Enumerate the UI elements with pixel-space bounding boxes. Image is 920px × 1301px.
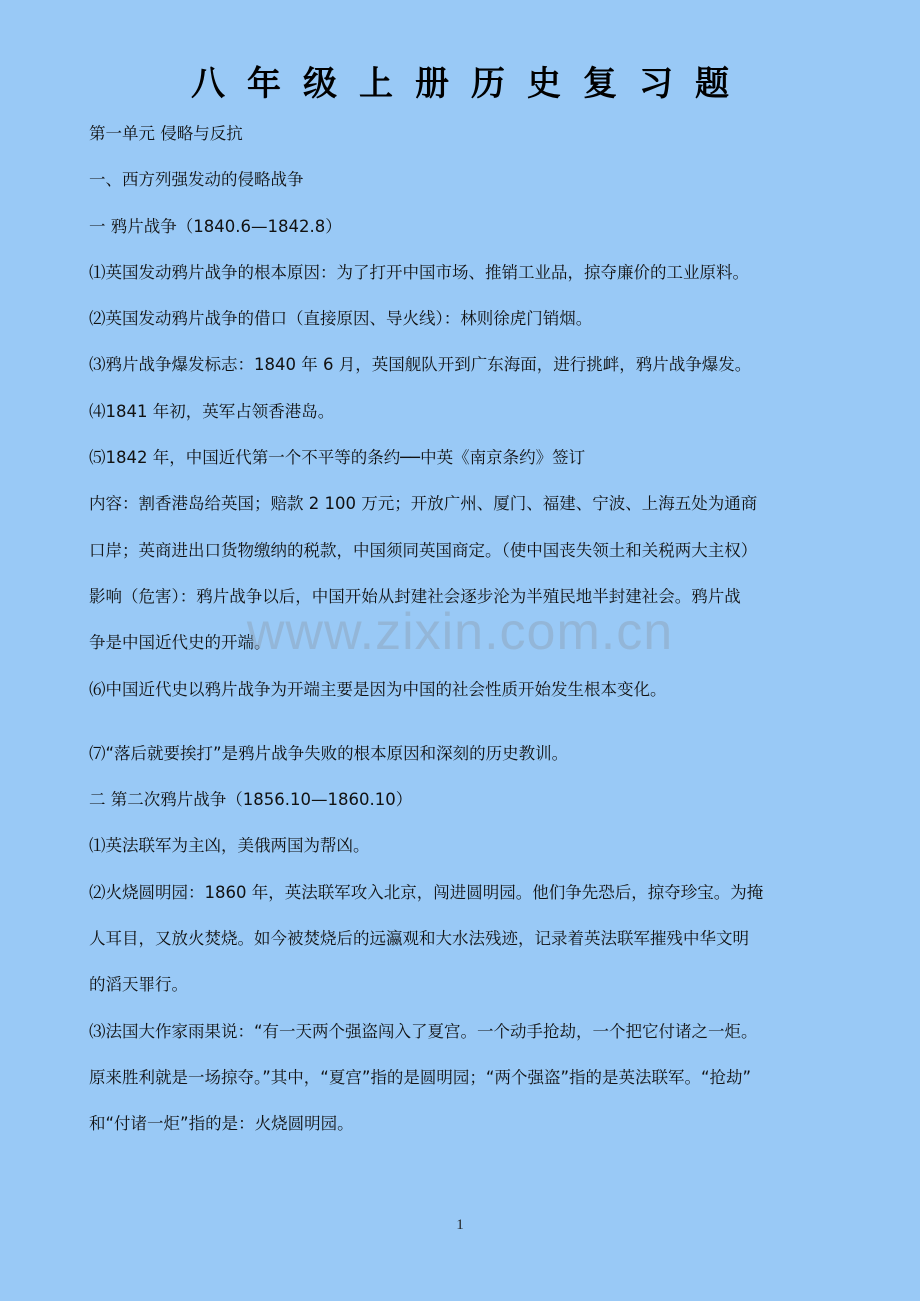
unit-heading: 第一单元 侵略与反抗: [89, 124, 243, 143]
subsection-heading-opium-war: 一 鸦片战争（1840.6—1842.8）: [89, 216, 342, 236]
page-title: 八年级上册历史复习题: [191, 64, 751, 104]
text-line: 人耳目，又放火焚烧。如今被焚烧后的远瀛观和大水法残迹，记录着英法联军摧残中华文明: [89, 929, 749, 949]
subsection-heading-second-opium-war: 二 第二次鸦片战争（1856.10—1860.10）: [89, 790, 413, 810]
text-line: ⑵火烧圆明园：1860 年，英法联军攻入北京，闯进圆明园。他们争先恐后，掠夺珍宝。为掩: [89, 882, 764, 902]
document-body: [89, 111, 841, 1148]
text-line: ⑶鸦片战争爆发标志：1840 年 6 月，英国舰队开到广东海面，进行挑衅，鸦片战争爆发。: [89, 355, 752, 375]
text-line: ⑵英国发动鸦片战争的借口（直接原因、导火线）：林则徐虎门销烟。: [89, 309, 593, 329]
section-heading: 一、西方列强发动的侵略战争: [89, 170, 304, 190]
text-line: 影响（危害）：鸦片战争以后，中国开始从封建社会逐步沦为半殖民地半封建社会。鸦片战: [89, 586, 741, 606]
text-line: ⑹中国近代史以鸦片战争为开端主要是因为中国的社会性质开始发生根本变化。: [89, 679, 667, 699]
watermark: www.zixin.com.cn: [246, 603, 674, 661]
text-line: 和“付诸一炬”指的是：火烧圆明园。: [89, 1114, 354, 1134]
text-line: ⑴英国发动鸦片战争的根本原因：为了打开中国市场、推销工业品，掠夺廉价的工业原料。: [89, 262, 749, 282]
text-line: 原来胜利就是一场掠夺。”其中，“夏宫”指的是圆明园；“两个强盗”指的是英法联军。“抢劫”: [89, 1067, 752, 1087]
text-line: 的滔天罪行。: [89, 975, 188, 995]
text-line: ⑺“落后就要挨打”是鸦片战争失败的根本原因和深刻的历史教训。: [89, 743, 569, 763]
text-line: ⑶法国大作家雨果说：“有一天两个强盗闯入了夏宫。一个动手抢劫，一个把它付诸之一炬。: [89, 1021, 758, 1041]
text-line: ⑷1841 年初，英军占领香港岛。: [89, 401, 335, 421]
text-line: 争是中国近代史的开端。: [89, 633, 271, 653]
text-line: ⑴英法联军为主凶，美俄两国为帮凶。: [89, 836, 370, 856]
text-line: 内容：割香港岛给英国；赔款 2 100 万元；开放广州、厦门、福建、宁波、上海五处为通商: [89, 494, 758, 514]
text-line: ⑸1842 年，中国近代第一个不平等的条约──中英《南京条约》签订: [89, 448, 586, 468]
page-number: 1: [456, 1217, 464, 1233]
text-line: 口岸；英商进出口货物缴纳的税款，中国须同英国商定。（使中国丧失领土和关税两大主权）: [89, 540, 758, 560]
